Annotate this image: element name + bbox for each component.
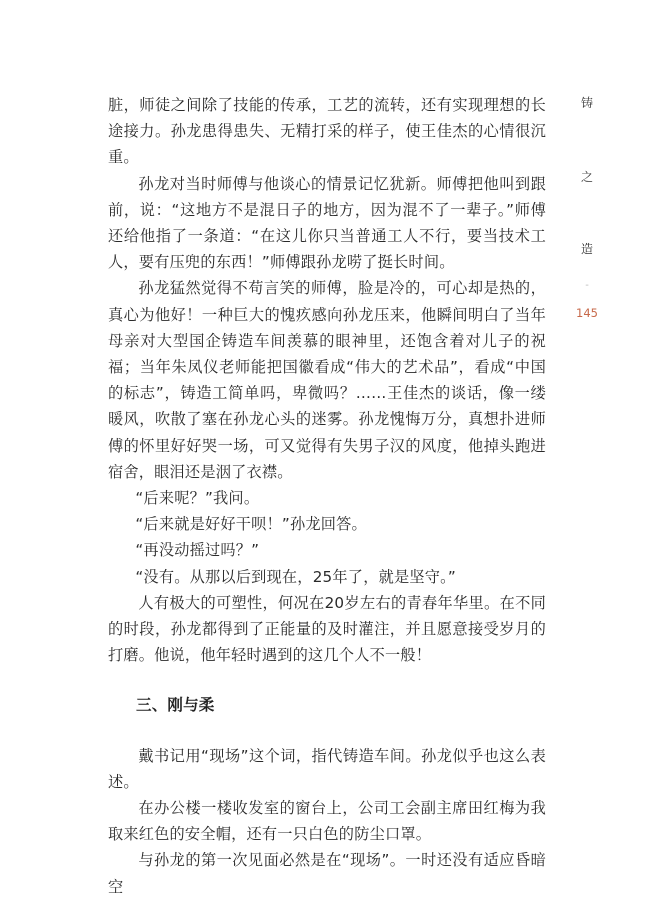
book-title-char: 造 [580, 242, 593, 256]
page-number: 145 [576, 306, 598, 320]
paragraph-continued: 脏，师徒之间除了技能的传承，工艺的流转，还有实现理想的长途接力。孙龙患得患失、无精打采的样子，使王佳杰的心情很沉重。 [108, 96, 546, 167]
dialogue-line: “后来呢？”我问。 [135, 489, 260, 508]
dialogue-line: “没有。从那以后到现在，25年了，就是坚守。” [135, 567, 456, 586]
paragraph: 孙龙猛然觉得不苟言笑的师傅，脸是冷的，可心却是热的，真心为他好！一种巨大的愧疚感向孙龙压来，他瞬间明白了当年母亲对大型国企铸造车间羡慕的眼神里，还饱含着对儿子的祝福；当年朱凤仪老师能把国徽看成“伟大的艺术品”，看成“中国的标志”，铸造工简单吗，卑微吗？……王佳杰的谈话，像一缕暖风，吹散了塞在孙龙心头的迷雾。孙龙愧悔万分，真想扑进师傅的怀里好好哭一场，可又觉得有失男子汉的风度，他掉头跑进宿舍，眼泪还是洇了衣襟。 [108, 279, 546, 481]
paragraph: 孙龙对当时师傅与他谈心的情景记忆犹新。师傅把他叫到跟前，说：“这地方不是混日子的地方，因为混不了一辈子。”师傅还给他指了一条道：“在这儿你只当普通工人不行，要当技术工人，要有压兜的东西！”师傅跟孙龙唠了挺长时间。 [108, 174, 546, 272]
body-text [108, 92, 546, 900]
dialogue-line: “再没动摇过吗？” [135, 541, 260, 560]
paragraph: 戴书记用“现场”这个词，指代铸造车间。孙龙似乎也这么表述。 [108, 746, 546, 791]
dialogue-line: “后来就是好好干呗！”孙龙回答。 [135, 515, 367, 534]
paragraph: 在办公楼一楼收发室的窗台上，公司工会副主席田红梅为我取来红色的安全帽，还有一只白色的防尘口罩。 [108, 799, 546, 844]
paragraph-continues: 与孙龙的第一次见面必然是在“现场”。一时还没有适应昏暗空 [108, 851, 546, 896]
separator: - [585, 280, 589, 291]
book-title-char: 铸 [580, 96, 593, 110]
paragraph: 人有极大的可塑性，何况在20岁左右的青春年华里。在不同的时段，孙龙都得到了正能量的及时灌注，并且愿意接受岁月的打磨。他说，他年轻时遇到的这几个人不一般！ [108, 593, 546, 665]
book-title-char: 之 [580, 170, 593, 184]
section-heading: 三、刚与柔 [136, 696, 215, 715]
